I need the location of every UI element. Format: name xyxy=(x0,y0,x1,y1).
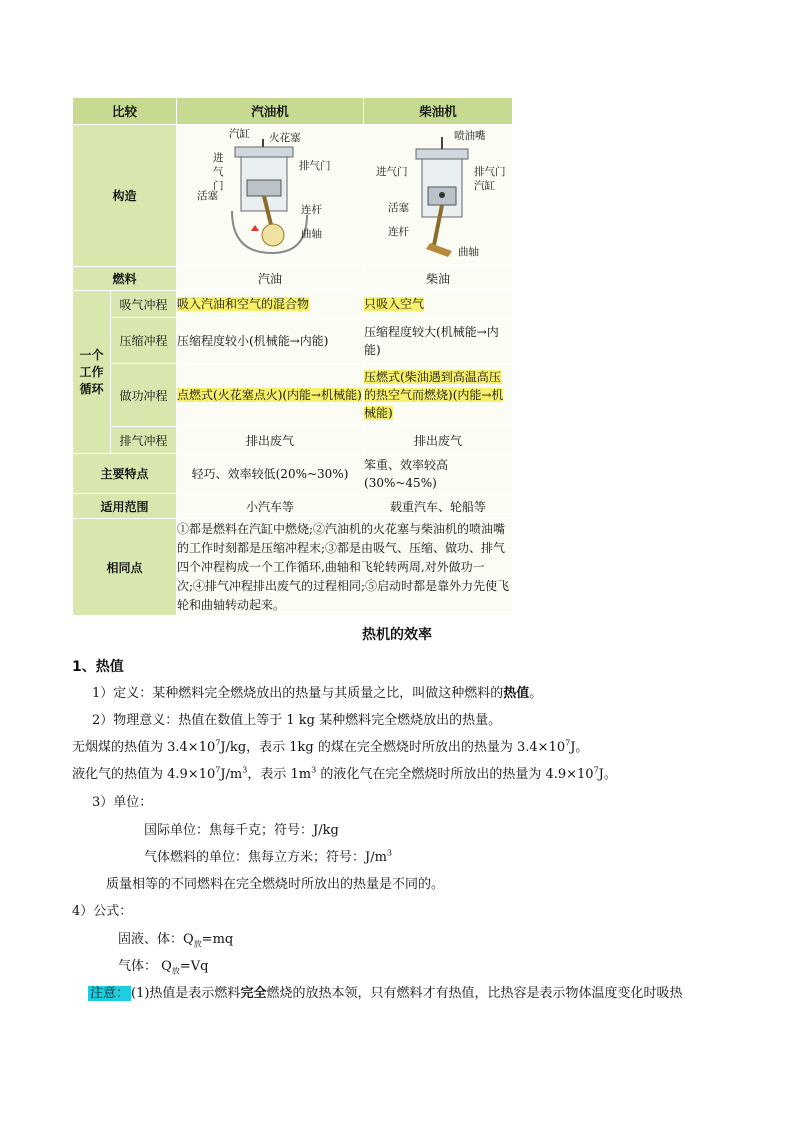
label-connecting-rod: 连杆 xyxy=(301,204,323,216)
stroke-exhaust-diesel: 排出废气 xyxy=(364,427,512,454)
formula-solid-liquid: 固液、体：$Q_放=mq$ xyxy=(118,932,234,949)
gas-heat-value: 液化气的热值为 $4.9\times 10^7J/m^3$，表示 $1m^3$ 的液化气在完全燃烧时所放出的热量为 $4.9\times 10^7J$。 xyxy=(72,765,617,782)
stroke-power-diesel xyxy=(364,364,512,427)
unit-gas: 气体燃料的单位：焦每立方米；符号：$J/m^3$ xyxy=(144,848,393,865)
highlight-text: 吸入汽油和空气的混合物 xyxy=(177,297,310,311)
features-gasoline: 轻巧、效率较低(20%~30%) xyxy=(177,454,364,494)
note-label: 注意： xyxy=(90,986,130,1001)
definition-end: 。 xyxy=(529,686,543,701)
scope-gasoline: 小汽车等 xyxy=(177,494,364,519)
label-exhaust-valve: 排气门 xyxy=(474,166,506,178)
section-title: 热机的效率 xyxy=(362,627,432,643)
label-piston: 活塞 xyxy=(388,202,410,214)
diesel-engine-illustration xyxy=(364,125,512,267)
features-diesel: 笨重、效率较高(30%~45%) xyxy=(364,454,512,494)
stroke-compression-label: 压缩冲程 xyxy=(111,318,177,364)
label-intake-valve: 进气门 xyxy=(376,166,408,178)
stroke-power-label: 做功冲程 xyxy=(111,364,177,427)
label-connecting-rod: 连杆 xyxy=(388,226,410,238)
label-piston: 活塞 xyxy=(197,190,219,202)
unit-heading: 3）单位： xyxy=(92,795,153,810)
label-crankshaft: 曲轴 xyxy=(301,228,323,240)
note-text-a: (1)热值是表示燃料 xyxy=(131,986,241,1001)
row-cycle-label: 一个工作循环 xyxy=(73,291,111,454)
engine-comparison-table xyxy=(72,97,512,615)
label-injector: 喷油嘴 xyxy=(454,130,486,142)
label-exhaust-valve: 排气门 xyxy=(299,160,331,172)
fuel-diesel: 柴油 xyxy=(364,267,512,291)
row-scope-label: 适用范围 xyxy=(73,494,177,519)
row-features-label: 主要特点 xyxy=(73,454,177,494)
gasoline-engine-illustration xyxy=(177,125,364,267)
stroke-intake-diesel xyxy=(364,291,512,318)
unit-si: 国际单位：焦每千克；符号：J/kg xyxy=(144,823,339,838)
label-intake-2: 气 xyxy=(213,166,224,178)
gasoline-engine-diagram xyxy=(177,125,364,267)
label-spark-plug: 火花塞 xyxy=(269,132,301,144)
row-construction-label: 构造 xyxy=(73,125,177,267)
formula-heading: 4）公式： xyxy=(72,904,133,919)
common-points: ①都是燃料在汽缸中燃烧;②汽油机的火花塞与柴油机的喷油嘴的工作时刻都是压缩冲程末;③都是由吸气、压缩、做功、排气四个冲程构成一个工作循环,曲轴和飞轮转两周,对外做功一次;④排气冲程排出废气的过程相同;⑤启动时都是靠外力先使飞轮和曲轴转动起来。 xyxy=(177,519,512,616)
stroke-intake-label: 吸气冲程 xyxy=(111,291,177,318)
formula-gas: 气体： $Q_放=Vq$ xyxy=(118,959,209,976)
stroke-intake-gasoline xyxy=(177,291,364,318)
physical-meaning: 2）物理意义：热值在数值上等于 1 kg 某种燃料完全燃烧放出的热量。 xyxy=(92,713,502,728)
highlight-text: 压燃式(柴油遇到高温高压的热空气而燃烧)(内能→机械能) xyxy=(364,370,504,420)
stroke-power-gasoline xyxy=(177,364,364,427)
heading-heat-value: 1、热值 xyxy=(72,659,124,675)
engine-comparison-table-image xyxy=(72,97,512,615)
coal-heat-value: 无烟煤的热值为 $3.4\times 10^7J/kg$，表示 1kg 的煤在完全燃烧时所放出的热量为 $3.4\times 10^7J$。 xyxy=(72,738,589,755)
stroke-exhaust-gasoline: 排出废气 xyxy=(177,427,364,454)
definition-term: 热值 xyxy=(503,686,530,701)
stroke-compression-diesel: 压缩程度较大(机械能→内能) xyxy=(364,318,512,364)
stroke-exhaust-label: 排气冲程 xyxy=(111,427,177,454)
header-compare: 比较 xyxy=(73,98,177,125)
fuel-gasoline: 汽油 xyxy=(177,267,364,291)
stroke-compression-gasoline: 压缩程度较小(机械能→内能) xyxy=(177,318,364,364)
note-line xyxy=(88,985,682,1003)
header-gasoline: 汽油机 xyxy=(177,98,364,125)
label-intake-1: 进 xyxy=(213,152,224,164)
note-bold: 完全 xyxy=(240,986,267,1001)
diesel-engine-diagram xyxy=(364,125,512,267)
scope-diesel: 载重汽车、轮船等 xyxy=(364,494,512,519)
header-diesel: 柴油机 xyxy=(364,98,512,125)
highlight-text: 只吸入空气 xyxy=(364,297,425,311)
definition-text: 1）定义：某种燃料完全燃烧放出的热量与其质量之比，叫做这种燃料的 xyxy=(92,686,504,701)
label-cylinder: 汽缸 xyxy=(474,180,496,192)
label-cylinder: 汽缸 xyxy=(229,128,251,140)
equal-mass-statement: 质量相等的不同燃料在完全燃烧时所放出的热量是不同的。 xyxy=(106,877,445,892)
note-text-b: 燃烧的放热本领，只有燃料才有热值，比热容是表示物体温度变化时吸热 xyxy=(266,986,683,1001)
highlight-text: 点燃式(火花塞点火)(内能→机械能) xyxy=(177,388,362,402)
row-common-label: 相同点 xyxy=(73,519,177,616)
definition-line xyxy=(92,685,542,703)
label-crankshaft: 曲轴 xyxy=(458,246,480,258)
row-fuel-label: 燃料 xyxy=(73,267,177,291)
label-intake-3: 门 xyxy=(213,180,224,192)
